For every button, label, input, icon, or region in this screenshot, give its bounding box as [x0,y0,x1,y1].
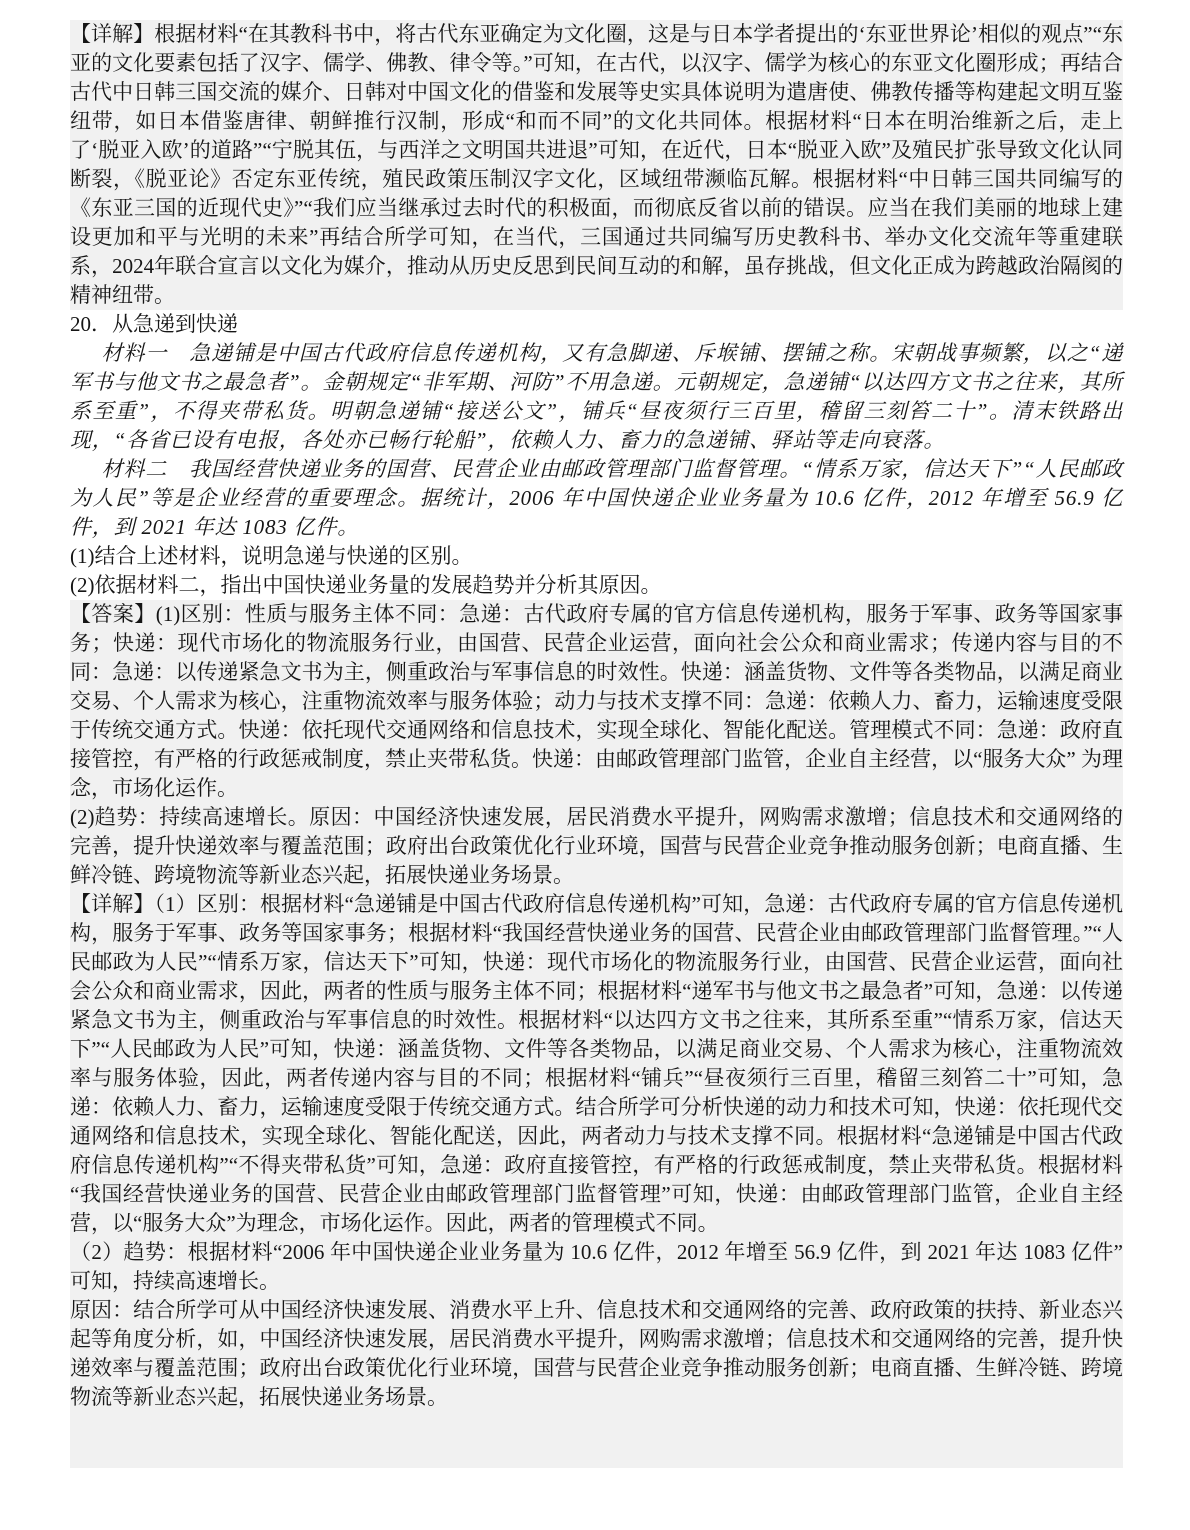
material-1-paragraph: 材料一 急递铺是中国古代政府信息传递机构，又有急脚递、斥堠铺、摆铺之称。宋朝战事频繁，以之“递军书与他文书之最急者”。金朝规定“非军期、河防”不用急递。元朝规定，急递铺“以达四方文书之往来，其所系至重”，不得夹带私货。明朝急递铺“接送公文”，铺兵“昼夜须行三百里，稽留三刻笞二十”。清末铁路出现，“各省已设有电报，各处亦已畅行轮船”，依赖人力、畜力的急递铺、驿站等走向衰落。 [70,341,1123,452]
answer-paragraph-part1: 【答案】(1)区别：性质与服务主体不同：急递：古代政府专属的官方信息传递机构，服务于军事、政务等国家事务；快递：现代市场化的物流服务行业，由国营、民营企业运营，面向社会公众和商业需求；传递内容与目的不同：急递：以传递紧急文书为主，侧重政治与军事信息的时效性。快递：涵盖货物、文件等各类物品，以满足商业交易、个人需求为核心，注重物流效率与服务体验；动力与技术支撑不同：急递：依赖人力、畜力，运输速度受限于传统交通方式。快递：依托现代交通网络和信息技术，实现全球化、智能化配送。管理模式不同：急递：政府直接管控，有严格的行政惩戒制度，禁止夹带私货。快递：由邮政管理部门监管，企业自主经营，以“服务大众” 为理念，市场化运作。 [70,602,1123,800]
answer-paragraph-part2: (2)趋势：持续高速增长。原因：中国经济快速发展，居民消费水平提升，网购需求激增；信息技术和交通网络的完善，提升快递效率与覆盖范围；政府出台政策优化行业环境，国营与民营企业竞争推动服务创新；电商直播、生鲜冷链、跨境物流等新业态兴起，拓展快递业务场景。 [70,805,1123,887]
question-20-title: 20．从急递到快递 [70,312,238,336]
highlight-block-answer-19 [70,20,1123,310]
explanation-paragraph-q19: 【详解】根据材料“在其教科书中，将古代东亚确定为文化圈，这是与日本学者提出的‘东亚世界论’相似的观点”“东亚的文化要素包括了汉字、儒学、佛教、律令等。”可知，在古代，以汉字、儒学为核心的东亚文化圈形成；再结合古代中日韩三国交流的媒介、日韩对中国文化的借鉴和发展等史实具体说明为遣唐使、佛教传播等构建起文明互鉴纽带，如日本借鉴唐律、朝鲜推行汉制，形成“和而不同”的文化共同体。根据材料“日本在明治维新之后，走上了‘脱亚入欧’的道路”“宁脱其伍，与西洋之文明国共进退”可知，在近代，日本“脱亚入欧”及殖民扩张导致文化认同断裂，《脱亚论》否定东亚传统，殖民政策压制汉字文化，区域纽带濒临瓦解。根据材料“中日韩三国共同编写的《东亚三国的近现代史》”“我们应当继承过去时代的积极面，而彻底反省以前的错误。应当在我们美丽的地球上建设更加和平与光明的未来”再结合所学可知，在当代，三国通过共同编写历史教科书、举办文化交流年等重建联系，2024年联合宣言以文化为媒介，推动从历史反思到民间互动的和解，虽存挑战，但文化正成为跨越政治隔阂的精神纽带。 [70,22,1123,307]
question-20-part1: (1)结合上述材料，说明急递与快递的区别。 [70,544,473,568]
material-2-paragraph: 材料二 我国经营快递业务的国营、民营企业由邮政管理部门监督管理。“情系万家，信达天下”“人民邮政为人民”等是企业经营的重要理念。据统计，2006 年中国快递企业业务量为 10.6 亿件，2012 年增至 56.9 亿件，到 2021 年达 1083 亿件。 [70,457,1123,539]
explanation-paragraph-part2-reason: 原因：结合所学可从中国经济快速发展、消费水平上升、信息技术和交通网络的完善、政府政策的扶持、新业态兴起等角度分析，如，中国经济快速发展，居民消费水平提升，网购需求激增；信息技术和交通网络的完善，提升快递效率与覆盖范围；政府出台政策优化行业环境，国营与民营企业竞争推动服务创新；电商直播、生鲜冷链、跨境物流等新业态兴起，拓展快递业务场景。 [70,1298,1123,1409]
question-20-part2: (2)依据材料二，指出中国快递业务量的发展趋势并分析其原因。 [70,573,662,597]
explanation-paragraph-part2-trend: （2）趋势：根据材料“2006 年中国快递企业业务量为 10.6 亿件，2012 年增至 56.9 亿件，到 2021 年达 1083 亿件”可知，持续高速增长。 [70,1240,1123,1293]
highlight-trailing-space [70,1412,1123,1468]
explanation-paragraph-part1: 【详解】（1）区别：根据材料“急递铺是中国古代政府信息传递机构”可知，急递：古代政府专属的官方信息传递机构，服务于军事、政务等国家事务；根据材料“我国经营快递业务的国营、民营企业由邮政管理部门监督管理。”“人民邮政为人民”“情系万家，信达天下”可知，快递：现代市场化的物流服务行业，由国营、民营企业运营，面向社会公众和商业需求，因此，两者的性质与服务主体不同；根据材料“递军书与他文书之最急者”可知，急递：以传递紧急文书为主，侧重政治与军事信息的时效性。根据材料“以达四方文书之往来，其所系至重”“情系万家，信达天下”“人民邮政为人民”可知，快递：涵盖货物、文件等各类物品，以满足商业交易、个人需求为核心，注重物流效率与服务体验，因此，两者传递内容与目的不同；根据材料“铺兵”“昼夜须行三百里，稽留三刻笞二十”可知，急递：依赖人力、畜力，运输速度受限于传统交通方式。结合所学可分析快递的动力和技术可知，快递：依托现代交通网络和信息技术，实现全球化、智能化配送，因此，两者动力与技术支撑不同。根据材料“急递铺是中国古代政府信息传递机构”“不得夹带私货”可知，急递：政府直接管控，有严格的行政惩戒制度，禁止夹带私货。根据材料“我国经营快递业务的国营、民营企业由邮政管理部门监督管理”可知，快递：由邮政管理部门监管，企业自主经营，以“服务大众”为理念，市场化运作。因此，两者的管理模式不同。 [70,892,1123,1235]
highlight-block-answer-20 [70,600,1123,1468]
question-20-block [70,310,1123,600]
